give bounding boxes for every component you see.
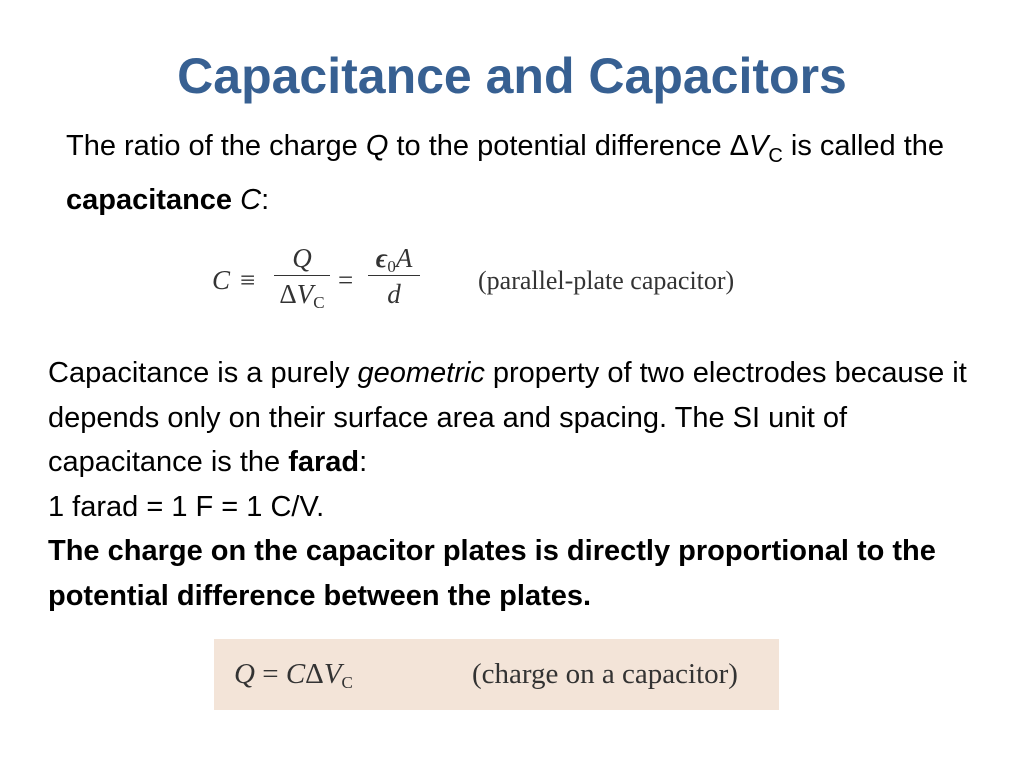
para2-text-1: Capacitance is a purely: [48, 357, 358, 389]
para2-colon: :: [359, 446, 368, 478]
voltage-subscript: C: [768, 144, 783, 167]
area-symbol: A: [395, 243, 413, 273]
capacitance-definition-paragraph: [66, 124, 966, 222]
equiv-sign: ≡: [240, 265, 256, 295]
formula2-q: Q: [234, 658, 255, 690]
distance-symbol: d: [387, 279, 401, 309]
fraction-q-over-delta-v: [274, 243, 330, 312]
farad-unit-line: 1 farad = 1 F = 1 C/V.: [48, 490, 325, 523]
capacitance-symbol: C: [240, 183, 262, 216]
fraction1-numerator: Q: [292, 243, 312, 273]
formula2-v: V: [323, 658, 342, 690]
equals-sign: =: [338, 265, 354, 295]
para1-text-3: is called the: [782, 130, 945, 162]
charge-on-capacitor-formula: [234, 639, 738, 710]
voltage-symbol: V: [749, 130, 769, 162]
para1-text-2: to the potential difference Δ: [388, 130, 750, 162]
formula2-equals: =: [254, 658, 286, 690]
slide-title: Capacitance and Capacitors: [177, 48, 847, 104]
epsilon-symbol: ϵ: [375, 243, 388, 273]
geometric-property-text: [48, 351, 988, 485]
charge-symbol: Q: [365, 130, 389, 162]
para2-text-2: property of two electrodes because it depends only on their surface area and spacing. The SI unit of capacitance is the: [48, 357, 967, 478]
para1-colon: :: [261, 183, 270, 216]
fraction-epsilon-a-over-d: [368, 243, 420, 309]
charge-formula-box: [214, 639, 779, 710]
proportionality-statement: The charge on the capacitor plates is directly proportional to the potential difference between the plates.: [48, 535, 936, 612]
fraction1-v: V: [296, 279, 314, 309]
formula2-description: (charge on a capacitor): [472, 658, 738, 690]
para1-space: [232, 184, 240, 216]
para1-text-1: The ratio of the charge: [66, 130, 366, 162]
farad-term: farad: [288, 446, 360, 478]
formula2-c: C: [285, 658, 306, 690]
formula2-subscript: C: [341, 673, 353, 692]
capacitance-explanation-paragraph: [48, 351, 988, 618]
fraction1-delta: Δ: [279, 279, 297, 309]
formula1-lhs: C: [212, 265, 231, 295]
epsilon-subscript: 0: [387, 257, 396, 276]
formula2-delta: Δ: [305, 658, 324, 690]
fraction1-bar: [274, 275, 330, 276]
fraction1-subscript: C: [313, 293, 325, 312]
parallel-plate-capacitance-formula: [212, 243, 792, 323]
geometric-term: geometric: [357, 357, 485, 389]
formula1-description: (parallel-plate capacitor): [478, 266, 735, 295]
capacitance-term: capacitance: [66, 183, 233, 216]
